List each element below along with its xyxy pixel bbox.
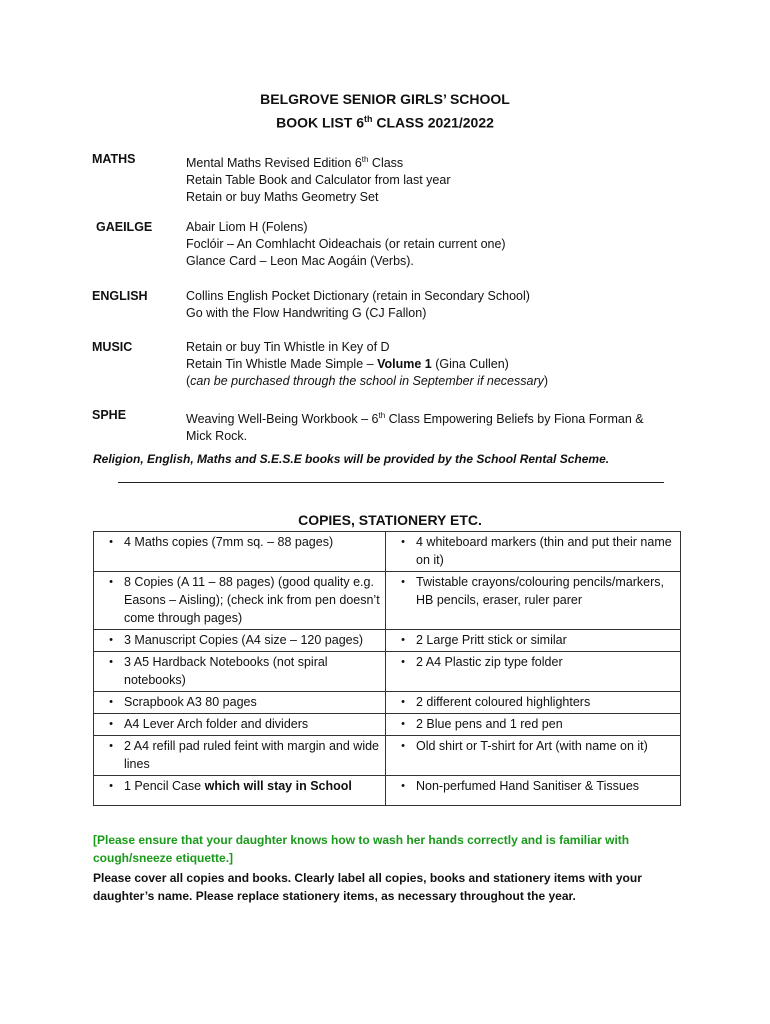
music-line-3: (can be purchased through the school in September if necessary) (186, 374, 549, 388)
gaeilge-books (186, 219, 686, 270)
music-books (186, 339, 686, 390)
rental-scheme-note: Religion, English, Maths and S.E.S.E books will be provided by the School Rental Scheme. (93, 452, 610, 466)
english-line-1: Collins English Pocket Dictionary (retain in Secondary School) (186, 289, 530, 303)
table-row (94, 736, 681, 776)
sphe-line-1: Weaving Well-Being Workbook – 6th Class Empowering Beliefs by Fiona Forman & (186, 411, 644, 427)
supply-item: Scrapbook A3 80 pages (124, 695, 257, 709)
supply-item: 2 Blue pens and 1 red pen (416, 717, 563, 731)
bullet-icon: • (109, 576, 113, 588)
supply-item: Non-perfumed Hand Sanitiser & Tissues (416, 779, 640, 793)
table-row (94, 630, 681, 652)
supply-item: 2 different coloured highlighters (416, 695, 591, 709)
supply-item: 8 Copies (A 11 – 88 pages) (good quality e.g. Easons – Aisling); (check ink from pen doesn’t come through pages) (124, 575, 380, 625)
supply-item: Twistable crayons/colouring pencils/markers, HB pencils, eraser, ruler parer (416, 575, 665, 607)
bullet-icon: • (401, 740, 405, 752)
bullet-icon: • (401, 656, 405, 668)
bullet-icon: • (109, 536, 113, 548)
supplies-title: COPIES, STATIONERY ETC. (298, 512, 482, 528)
bullet-icon: • (401, 780, 405, 792)
table-row (94, 572, 681, 630)
bullet-icon: • (109, 656, 113, 668)
subject-sphe: SPHE (92, 408, 127, 422)
english-line-2: Go with the Flow Handwriting G (CJ Fallon) (186, 306, 427, 320)
bullet-icon: • (401, 536, 405, 548)
supply-item: 2 Large Pritt stick or similar (416, 633, 567, 647)
subject-music: MUSIC (92, 340, 133, 354)
supply-item: 1 Pencil Case which will stay in School (124, 779, 352, 793)
supply-item: 4 whiteboard markers (thin and put their name on it) (416, 535, 672, 567)
table-row (94, 692, 681, 714)
supplies-table (93, 531, 681, 806)
sphe-line-2: Mick Rock. (186, 429, 248, 444)
divider-line (118, 482, 664, 483)
table-row (94, 532, 681, 572)
gaeilge-line-3: Glance Card – Leon Mac Aogáin (Verbs). (186, 254, 414, 268)
supply-item: 2 A4 refill pad ruled feint with margin and wide lines (124, 739, 380, 771)
maths-line-2: Retain Table Book and Calculator from last year (186, 173, 451, 188)
hygiene-note: [Please ensure that your daughter knows how to wash her hands correctly and is familiar with cough/sneeze etiquette.] (93, 833, 630, 865)
table-row (94, 652, 681, 692)
book-list-title: BOOK LIST 6th CLASS 2021/2022 (276, 114, 494, 131)
music-line-2: Retain Tin Whistle Made Simple – Volume 1 (Gina Cullen) (186, 357, 509, 371)
supply-item: 4 Maths copies (7mm sq. – 88 pages) (124, 535, 334, 549)
bullet-icon: • (401, 576, 405, 588)
gaeilge-line-2: Foclóir – An Comhlacht Oideachais (or retain current one) (186, 237, 506, 251)
bullet-icon: • (401, 634, 405, 646)
table-row (94, 776, 681, 806)
subject-english: ENGLISH (92, 289, 148, 303)
supply-item: Old shirt or T-shirt for Art (with name on it) (416, 739, 648, 753)
table-row (94, 714, 681, 736)
music-line-1: Retain or buy Tin Whistle in Key of D (186, 340, 390, 354)
bullet-icon: • (109, 696, 113, 708)
gaeilge-line-1: Abair Liom H (Folens) (186, 220, 308, 234)
supply-item: 3 Manuscript Copies (A4 size – 120 pages) (124, 633, 364, 647)
bullet-icon: • (109, 780, 113, 792)
bullet-icon: • (109, 634, 113, 646)
bullet-icon: • (401, 696, 405, 708)
english-books (186, 288, 686, 322)
bullet-icon: • (401, 718, 405, 730)
subject-maths: MATHS (92, 152, 136, 166)
maths-books (186, 151, 686, 206)
bullet-icon: • (109, 718, 113, 730)
maths-line-1: Mental Maths Revised Edition 6th Class (186, 155, 404, 171)
maths-line-3: Retain or buy Maths Geometry Set (186, 190, 379, 205)
supply-item: 2 A4 Plastic zip type folder (416, 655, 563, 669)
school-name: BELGROVE SENIOR GIRLS’ SCHOOL (260, 91, 510, 107)
supply-item: A4 Lever Arch folder and dividers (124, 717, 309, 731)
sphe-books (186, 407, 686, 445)
supply-item: 3 A5 Hardback Notebooks (not spiral notebooks) (124, 655, 328, 687)
bullet-icon: • (109, 740, 113, 752)
subject-gaeilge: GAEILGE (96, 220, 153, 234)
labelling-note: Please cover all copies and books. Clearly label all copies, books and stationery items with your daughter’s name. Please replace stationery items, as necessary throughout the year. (93, 871, 642, 903)
